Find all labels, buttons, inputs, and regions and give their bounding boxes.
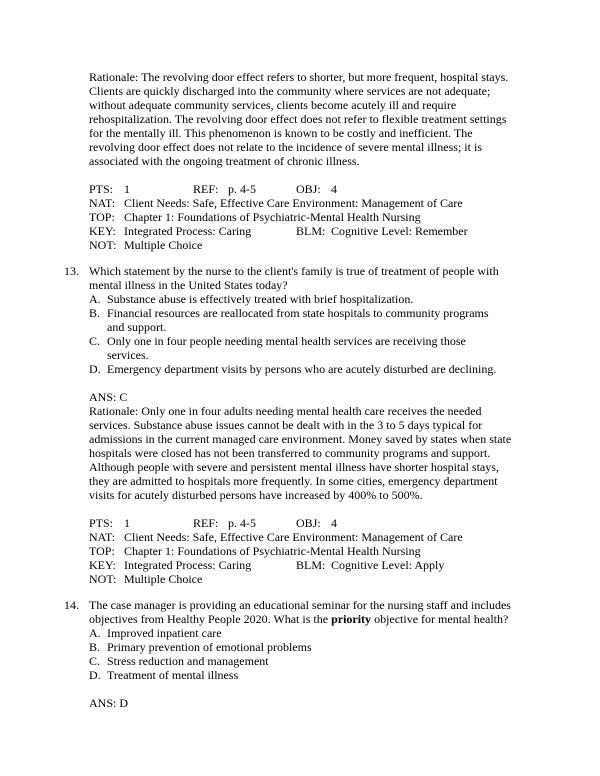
blm-label: BLM: [296,558,326,572]
not-value: Multiple Choice [124,572,203,586]
option-letter: A. [89,626,101,640]
rationale-line: Rationale: The revolving door effect refers to shorter, but more frequent, hospital stays. [89,70,509,84]
rationale-line: associated with the ongoing treatment of chronic illness. [89,154,360,168]
pts-value: 1 [124,516,130,530]
not-label: NOT: [89,238,117,252]
ref-value: p. 4-5 [228,182,256,196]
obj-value: 4 [331,182,337,196]
option-text: Improved inpatient care [107,626,222,640]
top-label: TOP: [89,210,115,224]
pts-label: PTS: [89,516,114,530]
blm-value: Cognitive Level: Remember [331,224,468,238]
nat-label: NAT: [89,196,116,210]
top-value: Chapter 1: Foundations of Psychiatric-Mental Health Nursing [124,210,421,224]
pts-label: PTS: [89,182,114,196]
option-letter: D. [89,362,101,376]
option-text: Emergency department visits by persons who are acutely disturbed are declining. [107,362,497,376]
question-stem-line [89,612,508,626]
rationale-line: for the mentally ill. This phenomenon is known to be costly and inefficient. The [89,126,473,140]
ref-value: p. 4-5 [228,516,256,530]
option-text: Stress reduction and management [107,654,269,668]
option-letter: D. [89,668,101,682]
not-label: NOT: [89,572,117,586]
stem-text: objective for mental health? [371,612,509,626]
nat-value: Client Needs: Safe, Effective Care Environment: Management of Care [124,196,463,210]
ref-label: REF: [193,182,219,196]
blm-label: BLM: [296,224,326,238]
option-text: Financial resources are reallocated from state hospitals to community programs [107,306,489,320]
priority-emphasis: priority [331,612,372,626]
top-label: TOP: [89,544,115,558]
option-text: Primary prevention of emotional problems [107,640,312,654]
key-value: Integrated Process: Caring [124,224,252,238]
option-text: Substance abuse is effectively treated with brief hospitalization. [107,292,414,306]
answer-line: ANS: C [89,390,128,404]
option-text: and support. [107,320,167,334]
question-stem-line: mental illness in the United States today? [89,278,288,292]
obj-label: OBJ: [296,516,321,530]
option-text: Only one in four people needing mental health services are receiving those [107,334,466,348]
question-stem-line: The case manager is providing an educational seminar for the nursing staff and includes [89,598,511,612]
question-stem-line: Which statement by the nurse to the client's family is true of treatment of people with [89,264,499,278]
option-text: Treatment of mental illness [107,668,239,682]
rationale-line: revolving door effect does not relate to the incidence of severe mental illness; it is [89,140,482,154]
rationale-line: hospitals were closed has not been transferred to community programs and support. [89,446,491,460]
option-letter: B. [89,306,101,320]
pts-value: 1 [124,182,130,196]
ref-label: REF: [193,516,219,530]
option-letter: C. [89,654,101,668]
rationale-line: without adequate community services, clients become acutely ill and require [89,98,457,112]
key-label: KEY: [89,558,116,572]
stem-text: objectives from Healthy People 2020. What is the [89,612,332,626]
not-value: Multiple Choice [124,238,203,252]
obj-label: OBJ: [296,182,321,196]
question-number: 14. [64,598,79,612]
top-value: Chapter 1: Foundations of Psychiatric-Mental Health Nursing [124,544,421,558]
blm-value: Cognitive Level: Apply [331,558,445,572]
nat-value: Client Needs: Safe, Effective Care Environment: Management of Care [124,530,463,544]
obj-value: 4 [331,516,337,530]
question-number: 13. [64,264,79,278]
rationale-line: admissions in the current managed care environment. Money saved by states when state [89,432,512,446]
key-value: Integrated Process: Caring [124,558,252,572]
option-letter: A. [89,292,101,306]
rationale-line: rehospitalization. The revolving door effect does not refer to flexible treatment settings [89,112,507,126]
option-letter: B. [89,640,101,654]
option-text: services. [107,348,149,362]
rationale-line: they are admitted to hospitals more frequently. In some cities, emergency department [89,474,498,488]
rationale-line: Rationale: Only one in four adults needing mental health care receives the needed [89,404,482,418]
rationale-line: Clients are quickly discharged into the community where services are not adequate; [89,84,491,98]
option-letter: C. [89,334,101,348]
rationale-line: visits for acutely disturbed persons have increased by 400% to 500%. [89,488,423,502]
answer-line: ANS: D [89,696,129,710]
key-label: KEY: [89,224,116,238]
rationale-line: Although people with severe and persistent mental illness have shorter hospital stays, [89,460,499,474]
nat-label: NAT: [89,530,116,544]
rationale-line: services. Substance abuse issues cannot be dealt with in the 3 to 5 days typical for [89,418,483,432]
